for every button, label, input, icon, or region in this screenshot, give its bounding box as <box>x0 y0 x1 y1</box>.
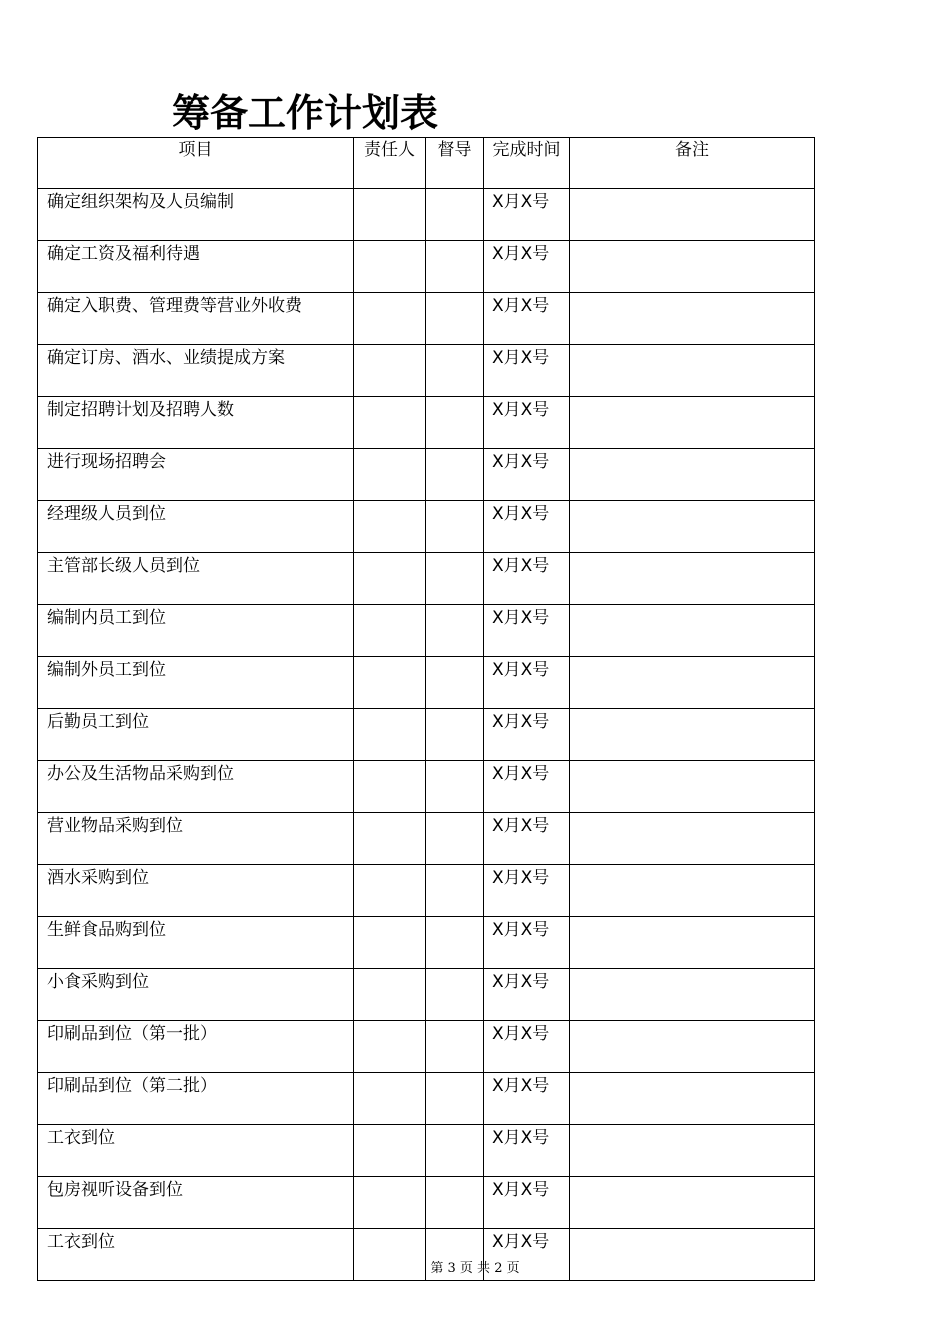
table-row <box>38 1073 815 1125</box>
table-row <box>38 293 815 345</box>
row-deadline[interactable]: X月X号 <box>484 345 570 397</box>
plan-table <box>37 137 815 1281</box>
row-supervisor[interactable] <box>426 553 484 605</box>
row-remark[interactable] <box>570 553 815 605</box>
row-supervisor[interactable] <box>426 293 484 345</box>
row-owner[interactable] <box>354 1073 426 1125</box>
row-supervisor[interactable] <box>426 1125 484 1177</box>
table-row <box>38 865 815 917</box>
row-supervisor[interactable] <box>426 345 484 397</box>
row-owner[interactable] <box>354 605 426 657</box>
row-supervisor[interactable] <box>426 917 484 969</box>
row-supervisor[interactable] <box>426 397 484 449</box>
row-deadline[interactable]: X月X号 <box>484 709 570 761</box>
row-item[interactable]: 办公及生活物品采购到位 <box>38 761 354 813</box>
row-item[interactable]: 编制外员工到位 <box>38 657 354 709</box>
row-owner[interactable] <box>354 1177 426 1229</box>
row-item[interactable]: 后勤员工到位 <box>38 709 354 761</box>
row-deadline[interactable]: X月X号 <box>484 501 570 553</box>
row-remark[interactable] <box>570 449 815 501</box>
table-body <box>38 189 815 1281</box>
row-owner[interactable] <box>354 345 426 397</box>
row-remark[interactable] <box>570 605 815 657</box>
row-deadline[interactable]: X月X号 <box>484 813 570 865</box>
row-owner[interactable] <box>354 865 426 917</box>
page-footer: 第 3 页 共 2 页 <box>430 1261 520 1276</box>
row-remark[interactable] <box>570 1177 815 1229</box>
row-remark[interactable] <box>570 917 815 969</box>
row-supervisor[interactable] <box>426 709 484 761</box>
row-deadline[interactable]: X月X号 <box>484 1177 570 1229</box>
row-deadline[interactable]: X月X号 <box>484 1229 570 1281</box>
row-owner[interactable] <box>354 917 426 969</box>
row-owner[interactable] <box>354 189 426 241</box>
row-deadline[interactable]: X月X号 <box>484 865 570 917</box>
row-remark[interactable] <box>570 1021 815 1073</box>
row-item[interactable]: 确定入职费、管理费等营业外收费 <box>38 293 354 345</box>
row-owner[interactable] <box>354 1021 426 1073</box>
row-supervisor[interactable] <box>426 241 484 293</box>
row-item[interactable]: 确定工资及福利待遇 <box>38 241 354 293</box>
row-remark[interactable] <box>570 1073 815 1125</box>
row-deadline[interactable]: X月X号 <box>484 293 570 345</box>
table-row <box>38 189 815 241</box>
row-owner[interactable] <box>354 241 426 293</box>
page-title: 筹备工作计划表 <box>172 90 439 135</box>
row-owner[interactable] <box>354 709 426 761</box>
table-row <box>38 917 815 969</box>
row-item[interactable]: 包房视听设备到位 <box>38 1177 354 1229</box>
row-deadline[interactable]: X月X号 <box>484 761 570 813</box>
row-supervisor[interactable] <box>426 501 484 553</box>
row-supervisor[interactable] <box>426 865 484 917</box>
row-item[interactable]: 确定组织架构及人员编制 <box>38 189 354 241</box>
table-row <box>38 449 815 501</box>
table-row <box>38 813 815 865</box>
table-row <box>38 605 815 657</box>
row-supervisor[interactable] <box>426 813 484 865</box>
row-item[interactable]: 印刷品到位（第一批） <box>38 1021 354 1073</box>
table-row <box>38 501 815 553</box>
row-remark[interactable] <box>570 189 815 241</box>
header-owner: 责任人 <box>354 138 426 189</box>
header-item: 项目 <box>38 138 354 189</box>
row-item[interactable]: 主管部长级人员到位 <box>38 553 354 605</box>
row-remark[interactable] <box>570 813 815 865</box>
row-remark[interactable] <box>570 761 815 813</box>
table-row <box>38 657 815 709</box>
row-owner[interactable] <box>354 553 426 605</box>
table-row <box>38 345 815 397</box>
row-item[interactable]: 酒水采购到位 <box>38 865 354 917</box>
row-remark[interactable] <box>570 397 815 449</box>
row-deadline[interactable]: X月X号 <box>484 241 570 293</box>
row-remark[interactable] <box>570 345 815 397</box>
row-supervisor[interactable] <box>426 1177 484 1229</box>
row-item[interactable]: 确定订房、酒水、业绩提成方案 <box>38 345 354 397</box>
table-row <box>38 1021 815 1073</box>
row-remark[interactable] <box>570 293 815 345</box>
row-item[interactable]: 工衣到位 <box>38 1125 354 1177</box>
row-item[interactable]: 进行现场招聘会 <box>38 449 354 501</box>
table-row <box>38 241 815 293</box>
row-supervisor[interactable] <box>426 657 484 709</box>
row-deadline[interactable]: X月X号 <box>484 969 570 1021</box>
row-remark[interactable] <box>570 1125 815 1177</box>
row-supervisor[interactable] <box>426 449 484 501</box>
row-remark[interactable] <box>570 969 815 1021</box>
table-row <box>38 553 815 605</box>
table-row <box>38 397 815 449</box>
row-owner[interactable] <box>354 657 426 709</box>
row-owner[interactable] <box>354 761 426 813</box>
row-owner[interactable] <box>354 293 426 345</box>
row-owner[interactable] <box>354 397 426 449</box>
row-deadline[interactable]: X月X号 <box>484 605 570 657</box>
row-supervisor[interactable] <box>426 969 484 1021</box>
row-item[interactable]: 印刷品到位（第二批） <box>38 1073 354 1125</box>
table-row <box>38 969 815 1021</box>
row-owner[interactable] <box>354 501 426 553</box>
row-item[interactable]: 经理级人员到位 <box>38 501 354 553</box>
row-deadline[interactable]: X月X号 <box>484 917 570 969</box>
row-deadline[interactable]: X月X号 <box>484 1021 570 1073</box>
row-item[interactable]: 编制内员工到位 <box>38 605 354 657</box>
row-remark[interactable] <box>570 501 815 553</box>
row-owner[interactable] <box>354 449 426 501</box>
row-deadline[interactable]: X月X号 <box>484 189 570 241</box>
row-owner[interactable] <box>354 969 426 1021</box>
row-item[interactable]: 生鲜食品购到位 <box>38 917 354 969</box>
table-row <box>38 761 815 813</box>
table-row <box>38 1125 815 1177</box>
row-remark[interactable] <box>570 709 815 761</box>
row-remark[interactable] <box>570 241 815 293</box>
row-deadline[interactable]: X月X号 <box>484 1125 570 1177</box>
row-deadline[interactable]: X月X号 <box>484 553 570 605</box>
row-deadline[interactable]: X月X号 <box>484 1073 570 1125</box>
row-item[interactable]: 营业物品采购到位 <box>38 813 354 865</box>
row-supervisor[interactable] <box>426 1021 484 1073</box>
row-deadline[interactable]: X月X号 <box>484 397 570 449</box>
row-remark[interactable] <box>570 657 815 709</box>
table-header-row <box>38 138 815 189</box>
row-deadline[interactable]: X月X号 <box>484 657 570 709</box>
row-supervisor[interactable] <box>426 189 484 241</box>
row-supervisor[interactable] <box>426 605 484 657</box>
row-supervisor[interactable] <box>426 761 484 813</box>
header-remark: 备注 <box>570 138 815 189</box>
row-remark[interactable] <box>570 865 815 917</box>
table-row <box>38 709 815 761</box>
row-deadline[interactable]: X月X号 <box>484 449 570 501</box>
row-supervisor[interactable] <box>426 1073 484 1125</box>
header-deadline: 完成时间 <box>484 138 570 189</box>
row-item[interactable]: 工衣到位 <box>38 1229 354 1281</box>
row-owner[interactable] <box>354 813 426 865</box>
header-supervisor: 督导 <box>426 138 484 189</box>
row-owner[interactable] <box>354 1125 426 1177</box>
table-row <box>38 1177 815 1229</box>
row-item[interactable]: 小食采购到位 <box>38 969 354 1021</box>
row-item[interactable]: 制定招聘计划及招聘人数 <box>38 397 354 449</box>
